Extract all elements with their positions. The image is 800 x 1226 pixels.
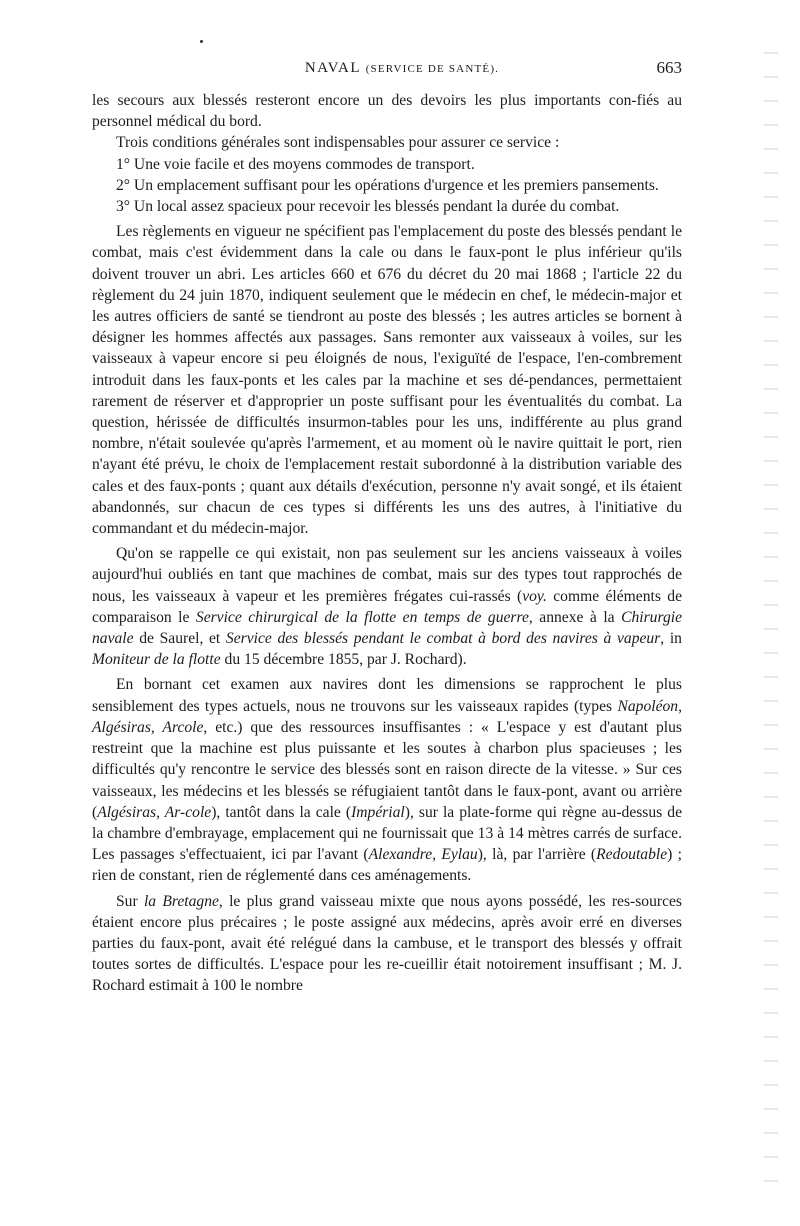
text-run: Les règlements en vigueur ne spécifient pas l'emplacement du poste des blessés pendant le combat, mais c'est évidemment dans la cale ou dans le faux-pont le plus inférieur qu'ils doivent trouver un abri. Les articles 660 et 676 du décret du 20 mai 1868 ; l'article 22 du règlement du 24 juin 1870, indiquent seulement que le médecin en chef, le médecin-major et les autres officiers de santé se tiendront au poste des blessés ; les autres articles se bornent à désigner les hommes affectés aux passages. Sans remonter aux vaisseaux à voiles, sur les vaisseaux à vapeur encore si peu éloignés de nous, l'exiguïté de l'espace, l'en-combrement introduit dans les faux-ponts et les cales par la machine et ses dé-pendances, permettaient rarement de réserver et d'approprier un poste suffisant pour les éventualités du combat. La question, hérissée de difficultés insurmon-tables pour les uns, indifférente au plus grand nombre, n'était soulevée qu'après l'armement, et au moment où le navire quittait le port, rien n'ayant été prévu, le choix de l'emplacement restait subordonné à la distribution variable des cales et des faux-ponts ; quant aux détails d'exécution, personne n'y avait songé, et ils étaient abandonnés, sur chacun de ces types si différents les uns des autres, à l'initiative du commandant et du médecin-major. — [92, 223, 682, 538]
text-run: ), là, par l'arrière ( — [477, 846, 597, 864]
text-run: , in — [660, 630, 682, 648]
paragraph-p7 — [92, 674, 682, 886]
page-number: 663 — [656, 58, 682, 77]
text-run: ) ; rien de constant, rien de réglementé dans ces aménagements. — [92, 846, 682, 885]
header-title-subtitle: (SERVICE DE SANTÉ). — [365, 63, 500, 75]
margin-scan-marks — [764, 30, 778, 1190]
ink-speck — [200, 40, 203, 43]
text-run: , annexe à la — [528, 608, 622, 626]
italic-text: Alexandre, Eylau — [368, 846, 478, 864]
text-run: ), tantôt dans la cale ( — [211, 803, 352, 821]
header-title — [305, 60, 499, 77]
italic-text: Moniteur de la flotte — [92, 651, 221, 669]
text-run: 2° Un emplacement suffisant pour les opérations d'urgence et les premiers pansements. — [116, 176, 659, 194]
italic-text: Algésiras, Ar-cole — [97, 803, 212, 821]
text-run: du 15 décembre 1855, par J. Rochard). — [220, 651, 467, 669]
italic-text: Chirurgie navale — [92, 608, 682, 648]
italic-text: voy. — [522, 587, 547, 605]
paragraph-p3 — [92, 175, 682, 196]
text-run: les secours aux blessés resteront encore un des devoirs les plus importants con-fiés au personnel médical du bord. — [92, 92, 682, 131]
paragraph-p8 — [92, 891, 682, 997]
italic-text: Impérial — [351, 803, 405, 821]
text-run: Sur — [116, 892, 144, 910]
italic-text: Redoutable — [596, 846, 668, 864]
italic-text: Napoléon, Algésiras, Arcole — [92, 697, 682, 736]
text-run: 3° Un local assez spacieux pour recevoir les blessés pendant la durée du combat. — [116, 198, 620, 216]
text-run: , etc.) que des ressources insuffisantes : « L'espace y est d'autant plus restreint que la machine est plus puissante et les soutes à charbon plus spacieuses ; les difficultés qu'y rencontre le service des blessés sont en raison directe de la vitesse. » Sur ces vaisseaux, les médecins et les blessés se réfugiaient tantôt dans le faux-pont, avant ou arrière ( — [92, 718, 682, 821]
text-run: Qu'on se rappelle ce qui existait, non pas seulement sur les anciens vaisseaux à voiles aujourd'hui oubliés en tant que machines de combat, mais sur des types tout rapprochés de nous, les vaisseaux à vapeur et les premières frégates cui-rassés ( — [92, 545, 682, 605]
paragraph-p2 — [92, 154, 682, 175]
page — [92, 60, 682, 997]
paragraph-p5 — [92, 221, 682, 539]
paragraph-p4 — [92, 196, 682, 217]
paragraph-p6 — [92, 543, 682, 670]
running-header — [92, 60, 682, 90]
paragraph-p0 — [92, 90, 682, 132]
text-run: ), sur la plate-forme qui règne au-dessus de la chambre d'embrayage, emplacement qui ne fournissait que 13 à 14 mètres carrés de surface. Les passages s'effectuaient, ici par l'avant ( — [92, 803, 682, 864]
header-title-main: NAVAL — [304, 60, 361, 76]
italic-text: la Bretagne — [143, 892, 219, 910]
italic-text: Service chirurgical de la flotte en temps de guerre — [195, 608, 529, 626]
body-text — [92, 90, 682, 997]
text-run: Trois conditions générales sont indispensables pour assurer ce service : — [116, 134, 560, 152]
italic-text: Service des blessés pendant le combat à bord des navires à vapeur — [225, 630, 661, 648]
text-run: , le plus grand vaisseau mixte que nous ayons possédé, les res-sources étaient encore plus précaires ; le poste assigné aux médecins, après avoir erré en diverses parties du faux-pont, avait été relégué dans la cambuse, et le transport des blessés y offrait toutes sortes de difficultés. L'espace pour les re-cueillir était notoirement insuffisant ; M. J. Rochard estimait à 100 le nombre — [92, 892, 682, 995]
paragraph-p1 — [92, 132, 682, 153]
text-run: de Saurel, et — [133, 630, 226, 648]
text-run: comme éléments de comparaison le — [92, 587, 682, 626]
text-run: 1° Une voie facile et des moyens commodes de transport. — [116, 155, 475, 173]
text-run: En bornant cet examen aux navires dont les dimensions se rapprochent le plus sensiblement des types actuels, nous ne trouvons sur les vaisseaux rapides (types — [92, 676, 682, 715]
